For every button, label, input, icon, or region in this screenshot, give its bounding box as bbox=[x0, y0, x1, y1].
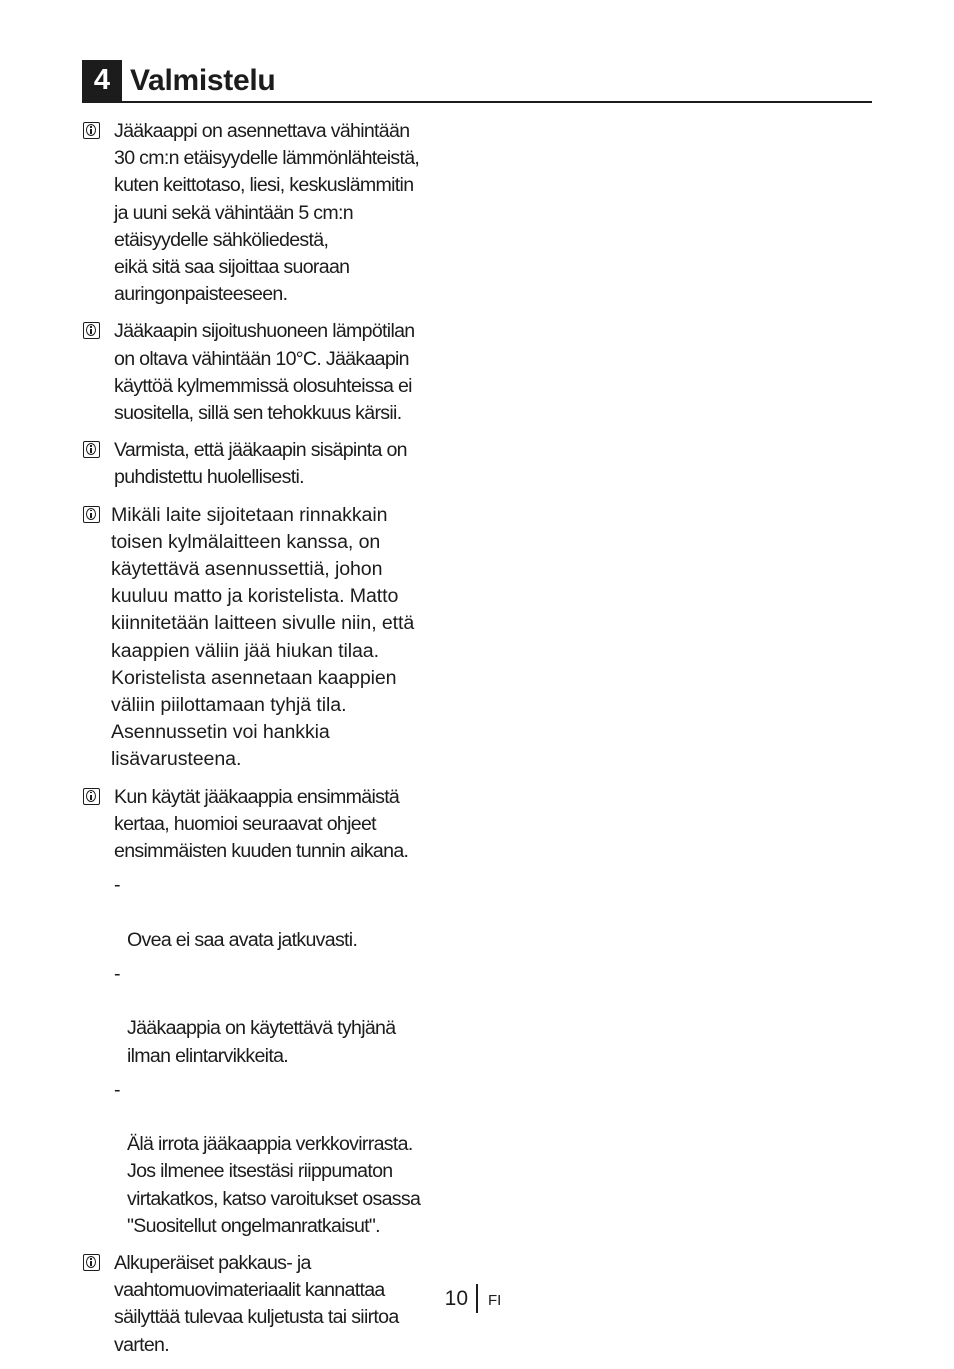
note-text: Varmista, että jääkaapin sisäpinta on puhdistettu huolellisesti. bbox=[114, 439, 407, 489]
note-4 bbox=[82, 502, 482, 774]
info-icon bbox=[83, 788, 100, 805]
page-number: 10 bbox=[444, 1287, 468, 1310]
bullet-item bbox=[114, 1077, 482, 1240]
note-text: Kun käytät jääkaappia ensimmäistä kertaa, huomioi seuraavat ohjeet ensimmäisten kuuden tunnin aikana. bbox=[114, 785, 409, 863]
note-1 bbox=[82, 118, 482, 308]
note-6 bbox=[82, 1250, 482, 1359]
info-icon bbox=[83, 322, 100, 339]
note-3 bbox=[82, 437, 482, 491]
bullet-dash: - bbox=[114, 1078, 120, 1101]
language-code: FI bbox=[488, 1292, 502, 1309]
bullet-dash: - bbox=[114, 874, 120, 897]
bullet-text: Älä irrota jääkaappia verkkovirrasta. Jos ilmenee itsestäsi riippumaton virtakatkos, katso varoitukset osassa "Suositellut ongelmanratkaisut". bbox=[127, 1133, 421, 1237]
note-text: Jääkaapin sijoitushuoneen lämpötilan on oltava vähintään 10°C. Jääkaapin käyttöä kylmemmissä olosuhteissa ei suositella, sillä sen tehokkuus kärsii. bbox=[114, 320, 415, 425]
note-5 bbox=[82, 784, 482, 1240]
bullet-text: Jääkaappia on käytettävä tyhjänä ilman elintarvikkeita. bbox=[127, 1017, 396, 1067]
section-number: 4 bbox=[82, 60, 122, 101]
bullet-item bbox=[114, 872, 482, 954]
bullet-dash: - bbox=[114, 962, 120, 985]
info-icon bbox=[83, 441, 100, 458]
info-icon bbox=[83, 1254, 100, 1271]
section-header bbox=[82, 60, 872, 103]
bullet-item bbox=[114, 961, 482, 1070]
info-icon bbox=[83, 122, 100, 139]
bullet-text: Ovea ei saa avata jatkuvasti. bbox=[127, 928, 358, 951]
note-text: Alkuperäiset pakkaus- ja vaahtomuovimateriaalit kannattaa säilyttää tulevaa kuljetusta tai siirtoa varten. bbox=[114, 1251, 399, 1356]
info-icon bbox=[83, 506, 100, 523]
note-2 bbox=[82, 318, 482, 427]
note-text: Mikäli laite sijoitetaan rinnakkain toisen kylmälaitteen kanssa, on käytettävä asennussettiä, johon kuuluu matto ja koristelista. Matto kiinnitetään laitteen sivulle niin, että kaappien väliin jää hiukan tilaa. Koristelista asennetaan kaappien väliin piilottamaan tyhjä tila. Asennussetin voi hankkia lisävarusteena. bbox=[111, 503, 415, 771]
notes-list bbox=[82, 118, 482, 1369]
note-text: Jääkaappi on asennettava vähintään 30 cm:n etäisyydelle lämmönlähteistä, kuten keittotaso, liesi, keskuslämmitin ja uuni sekä vähintään 5 cm:n etäisyydelle sähköliedestä, eikä sitä saa sijoittaa suoraan auringonpaisteeseen. bbox=[114, 120, 420, 306]
footer-divider bbox=[476, 1284, 478, 1313]
section-title: Valmistelu bbox=[130, 64, 276, 97]
